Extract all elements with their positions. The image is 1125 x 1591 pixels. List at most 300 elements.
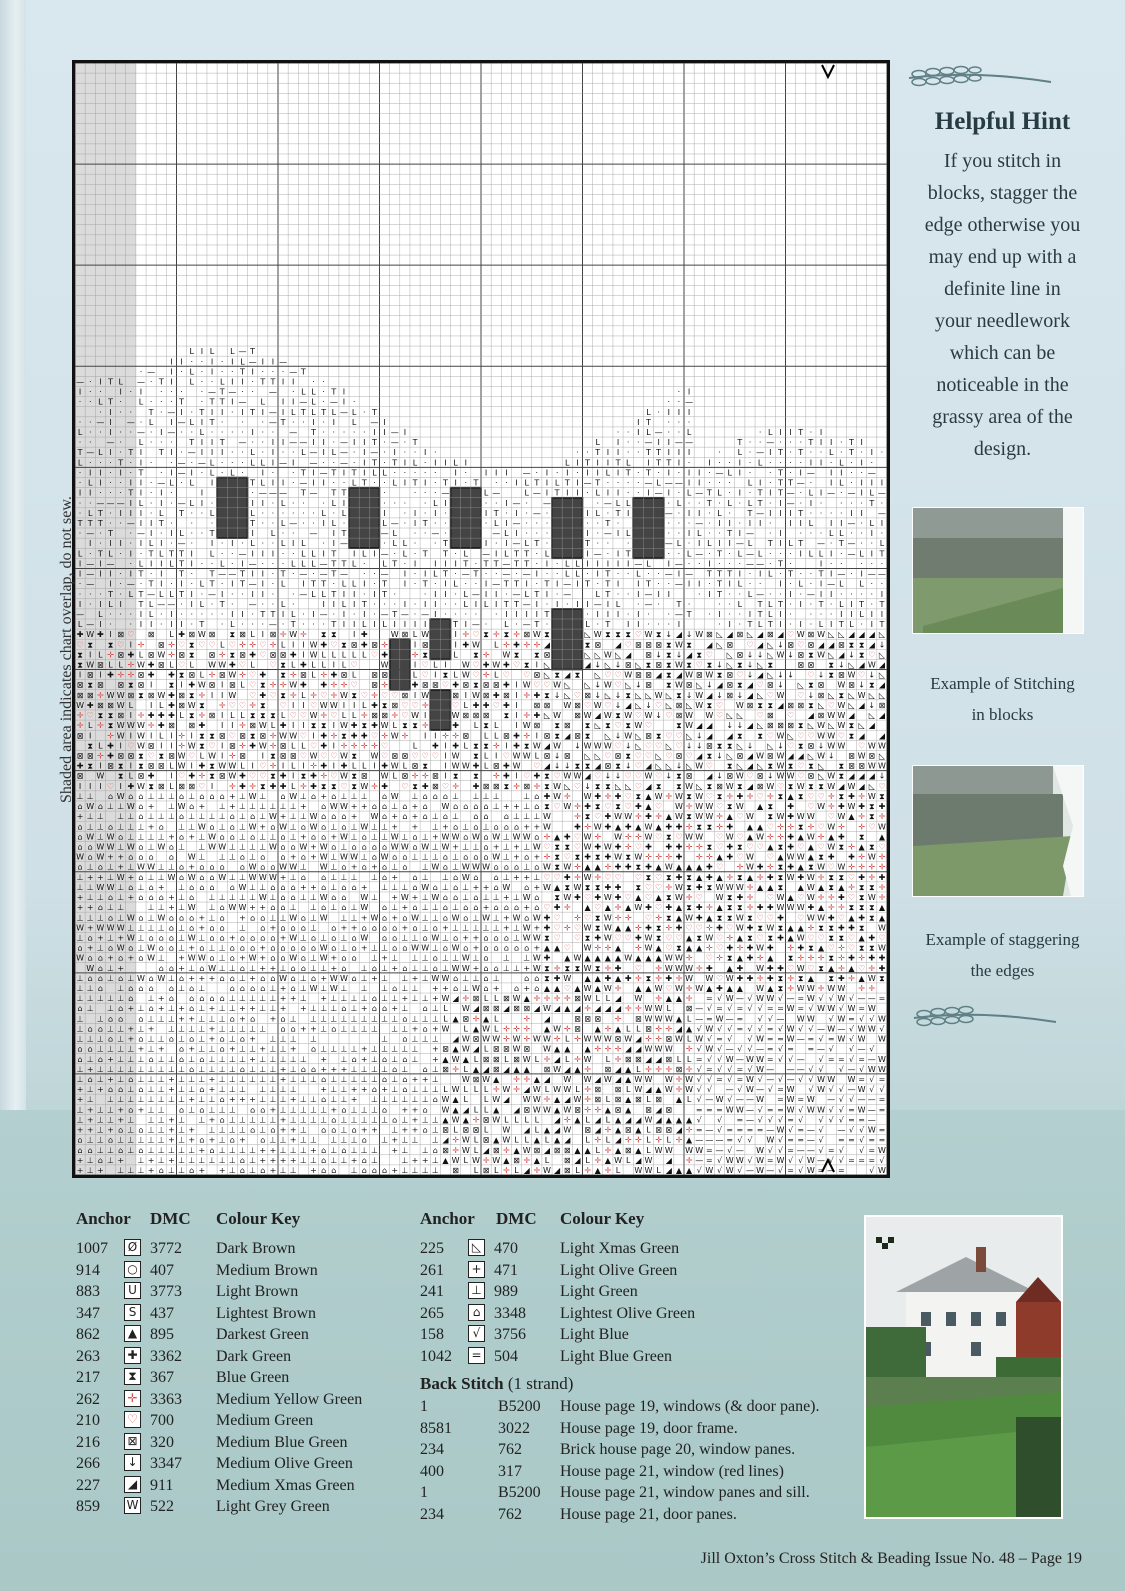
stitch-symbol: · [79, 529, 82, 538]
stitch-symbol: ⊥ [503, 832, 510, 841]
stitch-symbol: I [881, 590, 883, 599]
stitch-symbol: · [119, 590, 122, 599]
stitch-symbol: ✚ [432, 741, 439, 750]
stitch-symbol: ✚ [473, 782, 480, 791]
stitch-symbol: ▲ [716, 873, 723, 882]
stitch-symbol: ♡ [208, 741, 215, 750]
stitch-symbol: I [566, 489, 568, 498]
stitch-symbol: ⌂ [331, 812, 336, 821]
stitch-symbol: ◢ [656, 1055, 663, 1064]
stitch-symbol: ▲ [716, 903, 723, 912]
stitch-symbol: ⊥ [117, 994, 124, 1003]
stitch-symbol: · [383, 499, 386, 508]
stitch-symbol: ◢ [544, 640, 551, 649]
stitch-symbol: ⧗ [595, 883, 601, 892]
stitch-symbol: I [221, 681, 223, 690]
stitch-symbol: ◺ [828, 721, 835, 730]
stitch-symbol: ✛ [77, 721, 84, 730]
stitch-symbol: ♡ [797, 762, 804, 771]
stitch-symbol: ↓ [676, 650, 683, 659]
stitch-symbol: T [381, 580, 387, 589]
stitch-symbol: ⌂ [423, 1065, 428, 1074]
stitch-symbol: · [424, 529, 427, 538]
stitch-symbol: W [827, 822, 835, 831]
stitch-symbol: L [200, 580, 205, 589]
stitch-symbol: ⊥ [77, 974, 84, 983]
stitch-symbol: ↓ [655, 711, 662, 720]
stitch-symbol: ✚ [645, 812, 652, 821]
stitch-symbol: W [452, 1055, 460, 1064]
stitch-symbol: W [675, 883, 683, 892]
stitch-symbol: · [302, 499, 305, 508]
stitch-symbol: ▲ [544, 984, 551, 993]
stitch-symbol: ⌂ [484, 944, 489, 953]
stitch-symbol: · [637, 489, 640, 498]
stitch-symbol: ✚ [584, 853, 591, 862]
stitch-symbol: — [533, 489, 541, 498]
stitch-symbol: L [392, 479, 397, 488]
stitch-symbol: ⊥ [351, 1014, 358, 1023]
stitch-symbol: ✚ [168, 691, 175, 700]
stitch-symbol: W [76, 701, 84, 710]
stitch-symbol: I [576, 600, 578, 609]
stitch-symbol: W [543, 1045, 551, 1054]
stitch-symbol: ⊠ [493, 762, 500, 771]
stitch-symbol: + [493, 842, 500, 851]
stitch-symbol: ⧗ [849, 903, 855, 912]
stitch-symbol: ⊥ [87, 812, 94, 821]
stitch-symbol: ♡ [635, 711, 642, 720]
stitch-symbol: ⊥ [422, 903, 429, 912]
stitch-symbol: L [169, 559, 174, 568]
stitch-symbol: · [180, 610, 183, 619]
stitch-symbol: ✛ [533, 994, 540, 1003]
stitch-symbol: ⧗ [554, 842, 560, 851]
stitch-symbol: ⧗ [321, 630, 327, 639]
stitch-symbol: ⊥ [77, 873, 84, 882]
stitch-symbol: ♡ [249, 772, 256, 781]
stitch-symbol: ✛ [787, 984, 794, 993]
stitch-symbol: ⊥ [310, 1035, 317, 1044]
stitch-symbol: · [414, 580, 417, 589]
stitch-symbol: ⊠ [797, 661, 804, 670]
stitch-symbol: ♡ [351, 661, 358, 670]
stitch-symbol: + [148, 822, 155, 831]
stitch-symbol: I [251, 549, 253, 558]
stitch-symbol: ⌂ [484, 984, 489, 993]
stitch-symbol: ⊠ [97, 681, 104, 690]
stitch-symbol: T [280, 570, 286, 579]
stitch-symbol: I [130, 549, 132, 558]
stitch-symbol: W [584, 842, 592, 851]
stitch-symbol: ▲ [615, 923, 622, 932]
stitch-symbol: ⧗ [260, 681, 266, 690]
stitch-symbol: ⊥ [137, 1004, 144, 1013]
stitch-symbol: ✚ [168, 711, 175, 720]
stitch-symbol: + [87, 944, 94, 953]
stitch-symbol: T [686, 610, 692, 619]
stitch-symbol: W [96, 923, 104, 932]
stitch-symbol: W [127, 721, 135, 730]
stitch-symbol: W [736, 883, 744, 892]
stitch-symbol: · [647, 570, 650, 579]
stitch-symbol: · [769, 519, 772, 528]
stitch-symbol: ⊥ [513, 893, 520, 902]
stitch-symbol: ⧗ [260, 711, 266, 720]
stitch-symbol: I [597, 458, 599, 467]
stitch-symbol: ⊠ [513, 1055, 520, 1064]
stitch-symbol: T [544, 580, 550, 589]
stitch-symbol: ✚ [594, 792, 601, 801]
stitch-symbol: — [269, 489, 277, 498]
stitch-symbol: I [586, 600, 588, 609]
stitch-symbol: ⊥ [87, 1055, 94, 1064]
stitch-symbol: W [492, 853, 500, 862]
stitch-symbol: W [340, 752, 348, 761]
stitch-symbol: ⊥ [178, 1035, 185, 1044]
stitch-symbol: · [739, 519, 742, 528]
stitch-symbol: ⊥ [117, 802, 124, 811]
stitch-symbol: ◺ [584, 650, 591, 659]
stitch-symbol: · [333, 610, 336, 619]
stitch-symbol: ⊥ [87, 984, 94, 993]
stitch-symbol: ⊥ [178, 1065, 185, 1074]
stitch-symbol: W [675, 893, 683, 902]
stitch-symbol: W [584, 964, 592, 973]
stitch-symbol: · [322, 620, 325, 629]
stitch-symbol: ✛ [544, 1055, 551, 1064]
stitch-symbol: ⌂ [169, 964, 174, 973]
stitch-symbol: W [848, 802, 856, 811]
stitch-symbol: ✛ [239, 741, 246, 750]
stitch-symbol: T [391, 458, 397, 467]
stitch-symbol: ✚ [381, 650, 388, 659]
stitch-symbol: + [188, 863, 195, 872]
stitch-symbol: ⧗ [778, 974, 784, 983]
stitch-symbol: W [614, 853, 622, 862]
stitch-symbol: I [617, 549, 619, 558]
stitch-symbol: ⊥ [330, 1045, 337, 1054]
stitch-symbol: L [484, 994, 489, 1003]
stitch-symbol: ⊥ [422, 974, 429, 983]
stitch-symbol: W [421, 944, 429, 953]
stitch-symbol: L [382, 559, 387, 568]
stitch-symbol: · [333, 458, 336, 467]
stitch-symbol: L [200, 600, 205, 609]
stitch-symbol: · [262, 539, 265, 548]
stitch-symbol: ⌂ [169, 923, 174, 932]
stitch-symbol: W [563, 802, 571, 811]
stitch-symbol: ⊥ [97, 1075, 104, 1084]
stitch-symbol: ✚ [422, 782, 429, 791]
stitch-symbol: L [220, 640, 225, 649]
stitch-symbol: ▲ [808, 853, 815, 862]
stitch-symbol: — [299, 479, 307, 488]
stitch-symbol: ⌂ [270, 903, 275, 912]
stitch-symbol: ⊥ [483, 923, 490, 932]
stitch-symbol: ✚ [594, 893, 601, 902]
stitch-symbol: W [533, 964, 541, 973]
stitch-symbol: W [563, 893, 571, 902]
stitch-symbol: I [515, 479, 517, 488]
stitch-symbol: ⧗ [270, 711, 276, 720]
stitch-symbol: ⊥ [422, 873, 429, 882]
stitch-symbol: · [292, 600, 295, 609]
stitch-symbol: · [678, 519, 681, 528]
stitch-symbol: + [178, 954, 185, 963]
stitch-symbol: ⌂ [88, 1045, 93, 1054]
stitch-symbol: ⊥ [401, 1065, 408, 1074]
stitch-symbol: ⊥ [219, 964, 226, 973]
stitch-symbol: W [675, 984, 683, 993]
stitch-symbol: — [381, 570, 389, 579]
stitch-symbol: ✛ [726, 933, 733, 942]
stitch-symbol: ⌂ [382, 863, 387, 872]
stitch-symbol: W [178, 752, 186, 761]
stitch-symbol: · [840, 499, 843, 508]
stitch-symbol: ♡ [655, 903, 662, 912]
stitch-symbol: I [698, 468, 700, 477]
stitch-symbol: W [127, 802, 135, 811]
stitch-symbol: I [525, 580, 527, 589]
stitch-symbol: ⧗ [321, 721, 327, 730]
stitch-symbol: + [188, 1095, 195, 1104]
stitch-symbol: · [424, 509, 427, 518]
stitch-symbol: ✛ [818, 893, 825, 902]
stitch-symbol: ✛ [686, 954, 693, 963]
stitch-symbol: ◢ [747, 762, 754, 771]
stitch-symbol: ⧗ [443, 671, 449, 680]
stitch-symbol: · [789, 438, 792, 447]
stitch-symbol: I [454, 479, 456, 488]
stitch-symbol: ↓ [767, 772, 774, 781]
stitch-symbol: · [201, 610, 204, 619]
stitch-symbol: I [840, 519, 842, 528]
stitch-symbol: T [178, 590, 184, 599]
stitch-symbol: L [738, 600, 743, 609]
stitch-symbol: ◺ [645, 691, 652, 700]
stitch-symbol: · [434, 519, 437, 528]
stitch-symbol: · [495, 539, 498, 548]
stitch-symbol: ✛ [848, 883, 855, 892]
stitch-symbol: ▲ [808, 842, 815, 851]
stitch-symbol: · [779, 458, 782, 467]
stitch-symbol: ↓ [594, 661, 601, 670]
stitch-symbol: ♡ [229, 701, 236, 710]
stitch-symbol: ✛ [138, 711, 145, 720]
stitch-symbol: ✚ [341, 762, 348, 771]
stitch-symbol: ◢ [473, 1004, 480, 1013]
stitch-symbol: ⊠ [381, 671, 388, 680]
stitch-symbol: L [798, 580, 803, 589]
stitch-symbol: + [361, 802, 368, 811]
stitch-symbol: · [383, 479, 386, 488]
stitch-symbol: W [776, 752, 784, 761]
stitch-symbol: + [270, 923, 277, 932]
stitch-symbol: ♡ [655, 741, 662, 750]
stitch-symbol: I [789, 519, 791, 528]
stitch-symbol: W [766, 923, 774, 932]
stitch-symbol: T [330, 468, 336, 477]
stitch-symbol: · [424, 590, 427, 599]
stitch-symbol: W [543, 883, 551, 892]
stitch-symbol: L [149, 600, 154, 609]
stitch-symbol: · [668, 620, 671, 629]
stitch-symbol: W [533, 842, 541, 851]
stitch-symbol: ✚ [787, 842, 794, 851]
stitch-symbol: W [756, 994, 764, 1003]
stitch-symbol: ⌂ [301, 944, 306, 953]
stitch-symbol: ⊠ [635, 640, 642, 649]
stitch-symbol: L [332, 408, 337, 417]
stitch-symbol: ⊥ [168, 974, 175, 983]
stitch-symbol: ⊥ [198, 1024, 205, 1033]
stitch-symbol: ◢ [757, 640, 764, 649]
stitch-symbol: I [718, 539, 720, 548]
stitch-symbol: · [312, 620, 315, 629]
stitch-symbol: ⊥ [229, 1085, 236, 1094]
stitch-symbol: ✛ [838, 954, 845, 963]
stitch-symbol: T [97, 509, 103, 518]
stitch-symbol: ⊠ [574, 731, 581, 740]
stitch-symbol: + [503, 923, 510, 932]
stitch-symbol: ⧗ [859, 650, 865, 659]
stitch-symbol: ⧗ [341, 640, 347, 649]
stitch-symbol: √ [788, 1055, 794, 1064]
stitch-symbol: ✚ [838, 802, 845, 811]
stitch-symbol: ⊥ [351, 873, 358, 882]
stitch-symbol: ▲ [848, 913, 855, 922]
stitch-symbol: — [137, 377, 145, 386]
stitch-symbol: I [353, 620, 355, 629]
stitch-symbol: I [556, 580, 558, 589]
stitch-symbol: L [78, 549, 83, 558]
stitch-symbol: ✛ [584, 822, 591, 831]
stitch-symbol: L [271, 721, 276, 730]
stitch-symbol: ✛ [523, 1014, 530, 1023]
stitch-symbol: · [231, 367, 234, 376]
stitch-symbol: T [655, 448, 661, 457]
stitch-symbol: I [789, 590, 791, 599]
stitch-symbol: · [860, 590, 863, 599]
stitch-symbol: · [860, 468, 863, 477]
stitch-symbol: + [178, 1004, 185, 1013]
stitch-symbol: ⊠ [270, 650, 277, 659]
stitch-symbol: I [211, 691, 213, 700]
stitch-symbol: ▲ [686, 944, 693, 953]
stitch-symbol: ⊥ [381, 944, 388, 953]
stitch-symbol: · [333, 428, 336, 437]
stitch-symbol: I [170, 610, 172, 619]
stitch-symbol: + [249, 974, 256, 983]
stitch-symbol: ✚ [188, 772, 195, 781]
stitch-symbol: I [607, 610, 609, 619]
stitch-symbol: · [678, 388, 681, 397]
stitch-symbol: ⊠ [158, 640, 165, 649]
stitch-symbol: ✚ [777, 913, 784, 922]
stitch-symbol: ⊥ [158, 873, 165, 882]
stitch-symbol: ⊥ [97, 812, 104, 821]
stitch-symbol: · [789, 458, 792, 467]
stitch-symbol: ▲ [564, 1045, 571, 1054]
stitch-symbol: I [779, 610, 781, 619]
stitch-symbol: ⊥ [198, 842, 205, 851]
stitch-symbol: ⊥ [452, 954, 459, 963]
stitch-symbol: ⊥ [340, 1095, 347, 1104]
stitch-symbol: I [211, 479, 213, 488]
stitch-symbol: + [127, 1035, 134, 1044]
stitch-symbol: ✛ [462, 630, 469, 639]
stitch-symbol: ⊥ [280, 1085, 287, 1094]
stitch-symbol: I [860, 479, 862, 488]
stitch-symbol: ⊥ [239, 893, 246, 902]
stitch-symbol: T [452, 620, 458, 629]
stitch-symbol: W [695, 630, 703, 639]
stitch-symbol: ✚ [615, 893, 622, 902]
stitch-symbol: ♡ [472, 630, 479, 639]
stitch-symbol: + [361, 1004, 368, 1013]
stitch-symbol: ✛ [199, 691, 206, 700]
stitch-symbol: ⌂ [352, 883, 357, 892]
stitch-symbol: ⊥ [503, 964, 510, 973]
stitch-symbol: · [231, 600, 234, 609]
stitch-symbol: W [482, 913, 490, 922]
stitch-symbol: ♡ [188, 752, 195, 761]
stitch-symbol: ⊥ [432, 853, 439, 862]
stitch-symbol: W [817, 752, 825, 761]
stitch-symbol: W [614, 832, 622, 841]
stitch-symbol: T [259, 610, 265, 619]
stitch-symbol: ✛ [747, 792, 754, 801]
stitch-symbol: T [188, 438, 194, 447]
stitch-symbol: ✛ [513, 630, 520, 639]
stitch-symbol: I [140, 479, 142, 488]
stitch-symbol: ♡ [543, 873, 550, 882]
stitch-symbol: ⧗ [727, 802, 733, 811]
stitch-symbol: · [465, 610, 468, 619]
stitch-symbol: · [607, 509, 610, 518]
stitch-symbol: W [310, 711, 318, 720]
stitch-symbol: ◢ [757, 630, 764, 639]
stitch-symbol: ⊥ [442, 964, 449, 973]
stitch-symbol: ⊥ [340, 1014, 347, 1023]
stitch-symbol: ✛ [665, 792, 672, 801]
stitch-symbol: W [86, 832, 94, 841]
stitch-symbol: ⊥ [401, 984, 408, 993]
stitch-symbol: I [160, 489, 162, 498]
stitch-symbol: W [817, 863, 825, 872]
stitch-symbol: ✚ [513, 741, 520, 750]
stitch-symbol: W [878, 923, 886, 932]
stitch-symbol: ⊥ [493, 802, 500, 811]
stitch-symbol: ⊥ [391, 1075, 398, 1084]
stitch-symbol: · [586, 519, 589, 528]
stitch-symbol: ✚ [249, 650, 256, 659]
stitch-symbol: L [585, 620, 590, 629]
stitch-symbol: ⊥ [361, 792, 368, 801]
stitch-symbol: ⌂ [443, 853, 448, 862]
stitch-symbol: ⌂ [423, 802, 428, 811]
stitch-symbol: + [442, 822, 449, 831]
stitch-symbol: ⊥ [503, 873, 510, 882]
stitch-symbol: ⊠ [391, 701, 398, 710]
stitch-symbol: I [444, 741, 446, 750]
stitch-symbol: √ [798, 1075, 804, 1084]
stitch-symbol: ⌂ [453, 822, 458, 831]
stitch-symbol: ✛ [828, 893, 835, 902]
stitch-symbol: I [191, 549, 193, 558]
stitch-symbol: + [351, 863, 358, 872]
